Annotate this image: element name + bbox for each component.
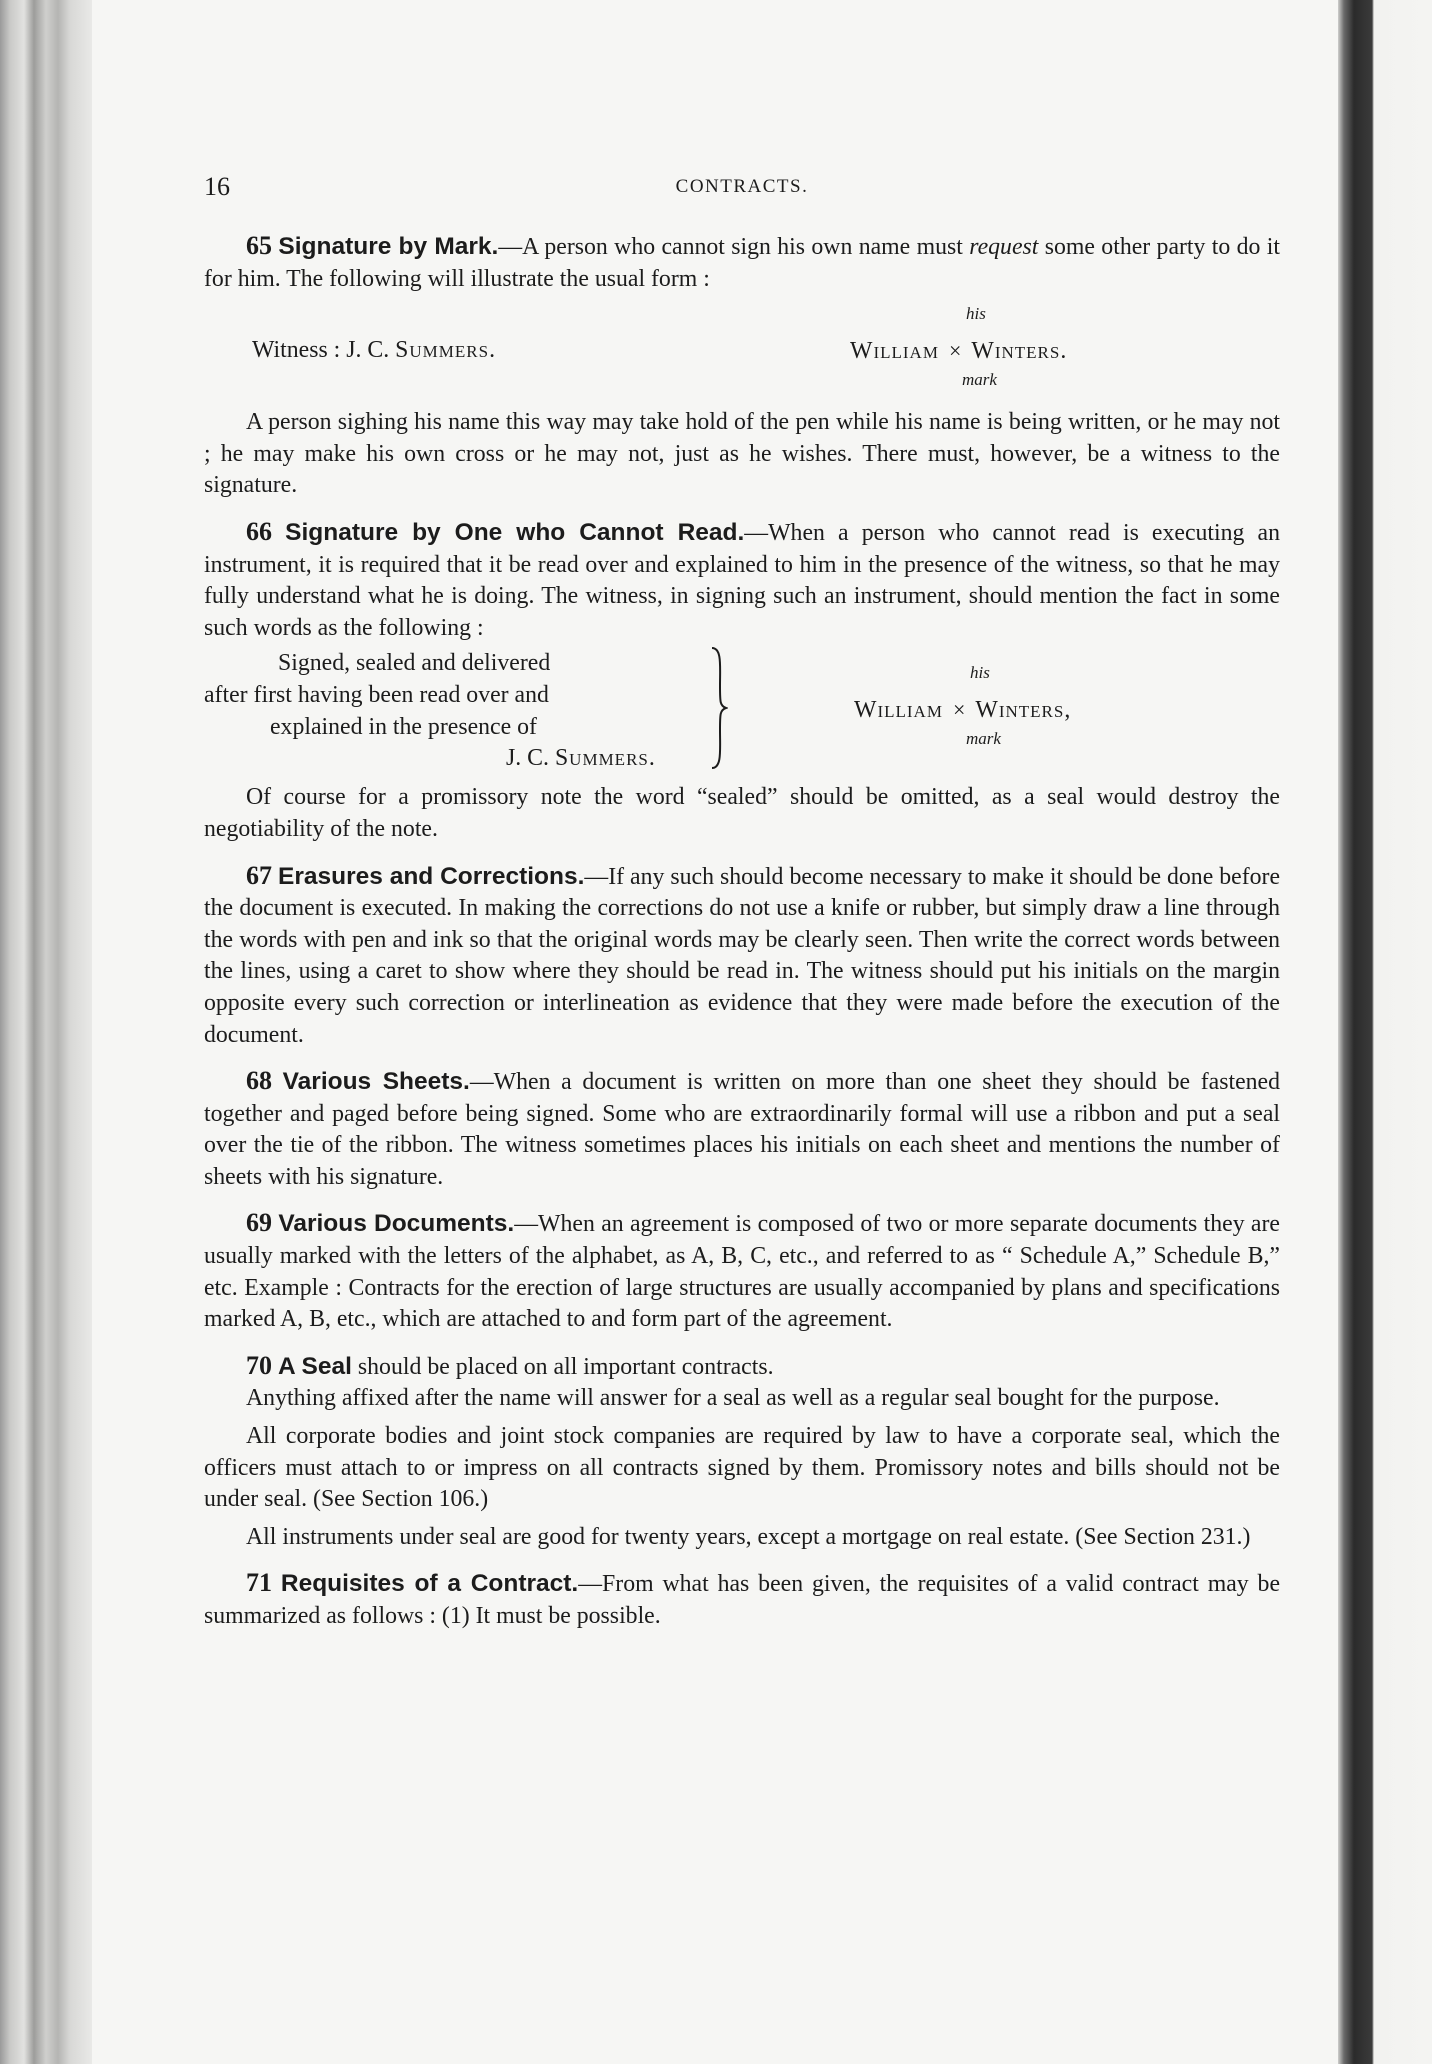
section-number: 71: [246, 1568, 272, 1598]
section-number: 69: [246, 1208, 272, 1238]
attestation-line: explained in the presence of: [270, 713, 537, 740]
section-text: —A person who cannot sign his own name must: [498, 234, 970, 260]
attestation-line: Signed, sealed and delivered: [278, 650, 551, 677]
his-label: his: [970, 663, 990, 683]
cross-mark: ×: [948, 338, 962, 364]
page-text: [204, 230, 1280, 1633]
section-heading: Signature by Mark.: [278, 233, 499, 260]
section-number: 67: [246, 860, 272, 890]
attestation-clause: [204, 648, 706, 774]
paragraph: A person sighing his name this way may take hold of the pen while his name is being written, or he may not ; he may make his own cross or he may not, just as he wishes. There must, however, be a witness to the signature.: [204, 409, 1280, 499]
section-number: 68: [246, 1066, 272, 1096]
section-71: [204, 1567, 1280, 1632]
section-text: —From what has been given, the requisites of a valid contract may be summarized as follows : (1) It must be possible.: [204, 1571, 1281, 1629]
witness-name: Summers.: [554, 745, 656, 772]
book-page: [92, 0, 1338, 2064]
mark-label: mark: [962, 370, 997, 390]
section-70: [204, 1350, 1280, 1384]
section-heading: Requisites of a Contract.: [280, 1570, 579, 1598]
section-66: [204, 516, 1280, 644]
attestation-line: after first having been read over and: [204, 681, 549, 708]
signer-name: [854, 694, 1071, 727]
signer-first-name: William: [854, 697, 943, 724]
witness-label: Witness : J. C.: [252, 337, 396, 364]
section-heading: Various Documents.: [278, 1210, 515, 1238]
section-text: —When a person who cannot read is executing an instrument, it is required that it be read over and explained to him in the presence of the witness, so that he may fully understand what he is doing. The witness, in signing such an instrument, should mention the fact in some such words as the following :: [204, 519, 1281, 641]
cross-mark: ×: [952, 697, 966, 723]
section-number: 65: [246, 231, 272, 260]
running-head: CONTRACTS.: [675, 176, 809, 197]
section-text: some other party to do it for him. The following will illustrate the usual form :: [204, 234, 1281, 292]
section-65: [204, 230, 1280, 295]
section-heading: Erasures and Corrections.: [277, 862, 585, 890]
signature-block: [204, 648, 1280, 772]
paragraph: All corporate bodies and joint stock companies are required by law to have a corporate seal, which the officers must attach to or impress on all contracts signed by them. Promissory notes and bills should not be under seal. (See Section 106.): [204, 1423, 1280, 1513]
signature-example: [204, 297, 1280, 401]
signer-name: [850, 335, 1067, 368]
section-text: —When a document is written on more than one sheet they should be fastened together and paged before being signed. Some who are extraordinarily formal will use a ribbon and put a seal over the tie of the ribbon. The witness sometimes places his initials on each sheet and mentions the number of sheets with his signature.: [204, 1069, 1280, 1190]
section-text: —When an agreement is composed of two or more separate documents they are usually marked with the letters of the alphabet, as A, B, C, etc., and referred to as “ Schedule A,” Schedule B,” etc. Example : Contracts for the erection of large structures are usually accompanied by plans and specifications marked A, B, etc., which are attached to and form part of the agreement.: [204, 1211, 1280, 1333]
signer-first-name: William: [850, 338, 939, 365]
section-67: [204, 860, 1280, 1052]
paragraph: Anything affixed after the name will answer for a seal as well as a regular seal bought for the purpose.: [246, 1385, 1220, 1412]
witness-line: [252, 335, 496, 367]
section-69: [204, 1207, 1280, 1335]
paragraph: All instruments under seal are good for twenty years, except a mortgage on real estate. (See Section 231.): [246, 1523, 1251, 1550]
section-heading: Signature by One who Cannot Read.: [285, 518, 745, 546]
section-text: should be placed on all important contracts.: [351, 1353, 774, 1380]
section-68: [204, 1065, 1280, 1193]
witness-initials: J. C.: [506, 745, 555, 772]
mark-label: mark: [966, 729, 1001, 749]
scan-right-edge: [1338, 0, 1432, 2064]
witness-name: Summers.: [395, 337, 497, 364]
section-text: —If any such should become necessary to make it should be done before the document is executed. In making the corrections do not use a knife or rubber, but simply draw a line through the words with pen and ink so that the original words may be clearly seen. Then write the correct words between the lines, using a caret to show where they should be read in. The witness should put his initials on the margin opposite every such correction or interlineation as evidence that they were made before the execution of the document.: [204, 863, 1281, 1048]
page-number: 16: [204, 172, 230, 201]
his-label: his: [966, 304, 986, 324]
right-brace-icon: [710, 646, 728, 770]
attestation-line: [204, 743, 706, 775]
signer-last-name: Winters.: [971, 338, 1068, 365]
section-number: 70: [246, 1350, 272, 1380]
scan-left-edge: [0, 0, 92, 2064]
page-header: [204, 172, 1280, 206]
section-heading: A Seal: [277, 1352, 352, 1380]
emphasis: request: [969, 234, 1039, 260]
section-heading: Various Sheets.: [282, 1068, 470, 1096]
section-number: 66: [246, 516, 272, 546]
paragraph: Of course for a promissory note the word “sealed” should be omitted, as a seal would destroy the negotiability of the note.: [204, 784, 1280, 842]
signer-last-name: Winters,: [975, 697, 1072, 724]
